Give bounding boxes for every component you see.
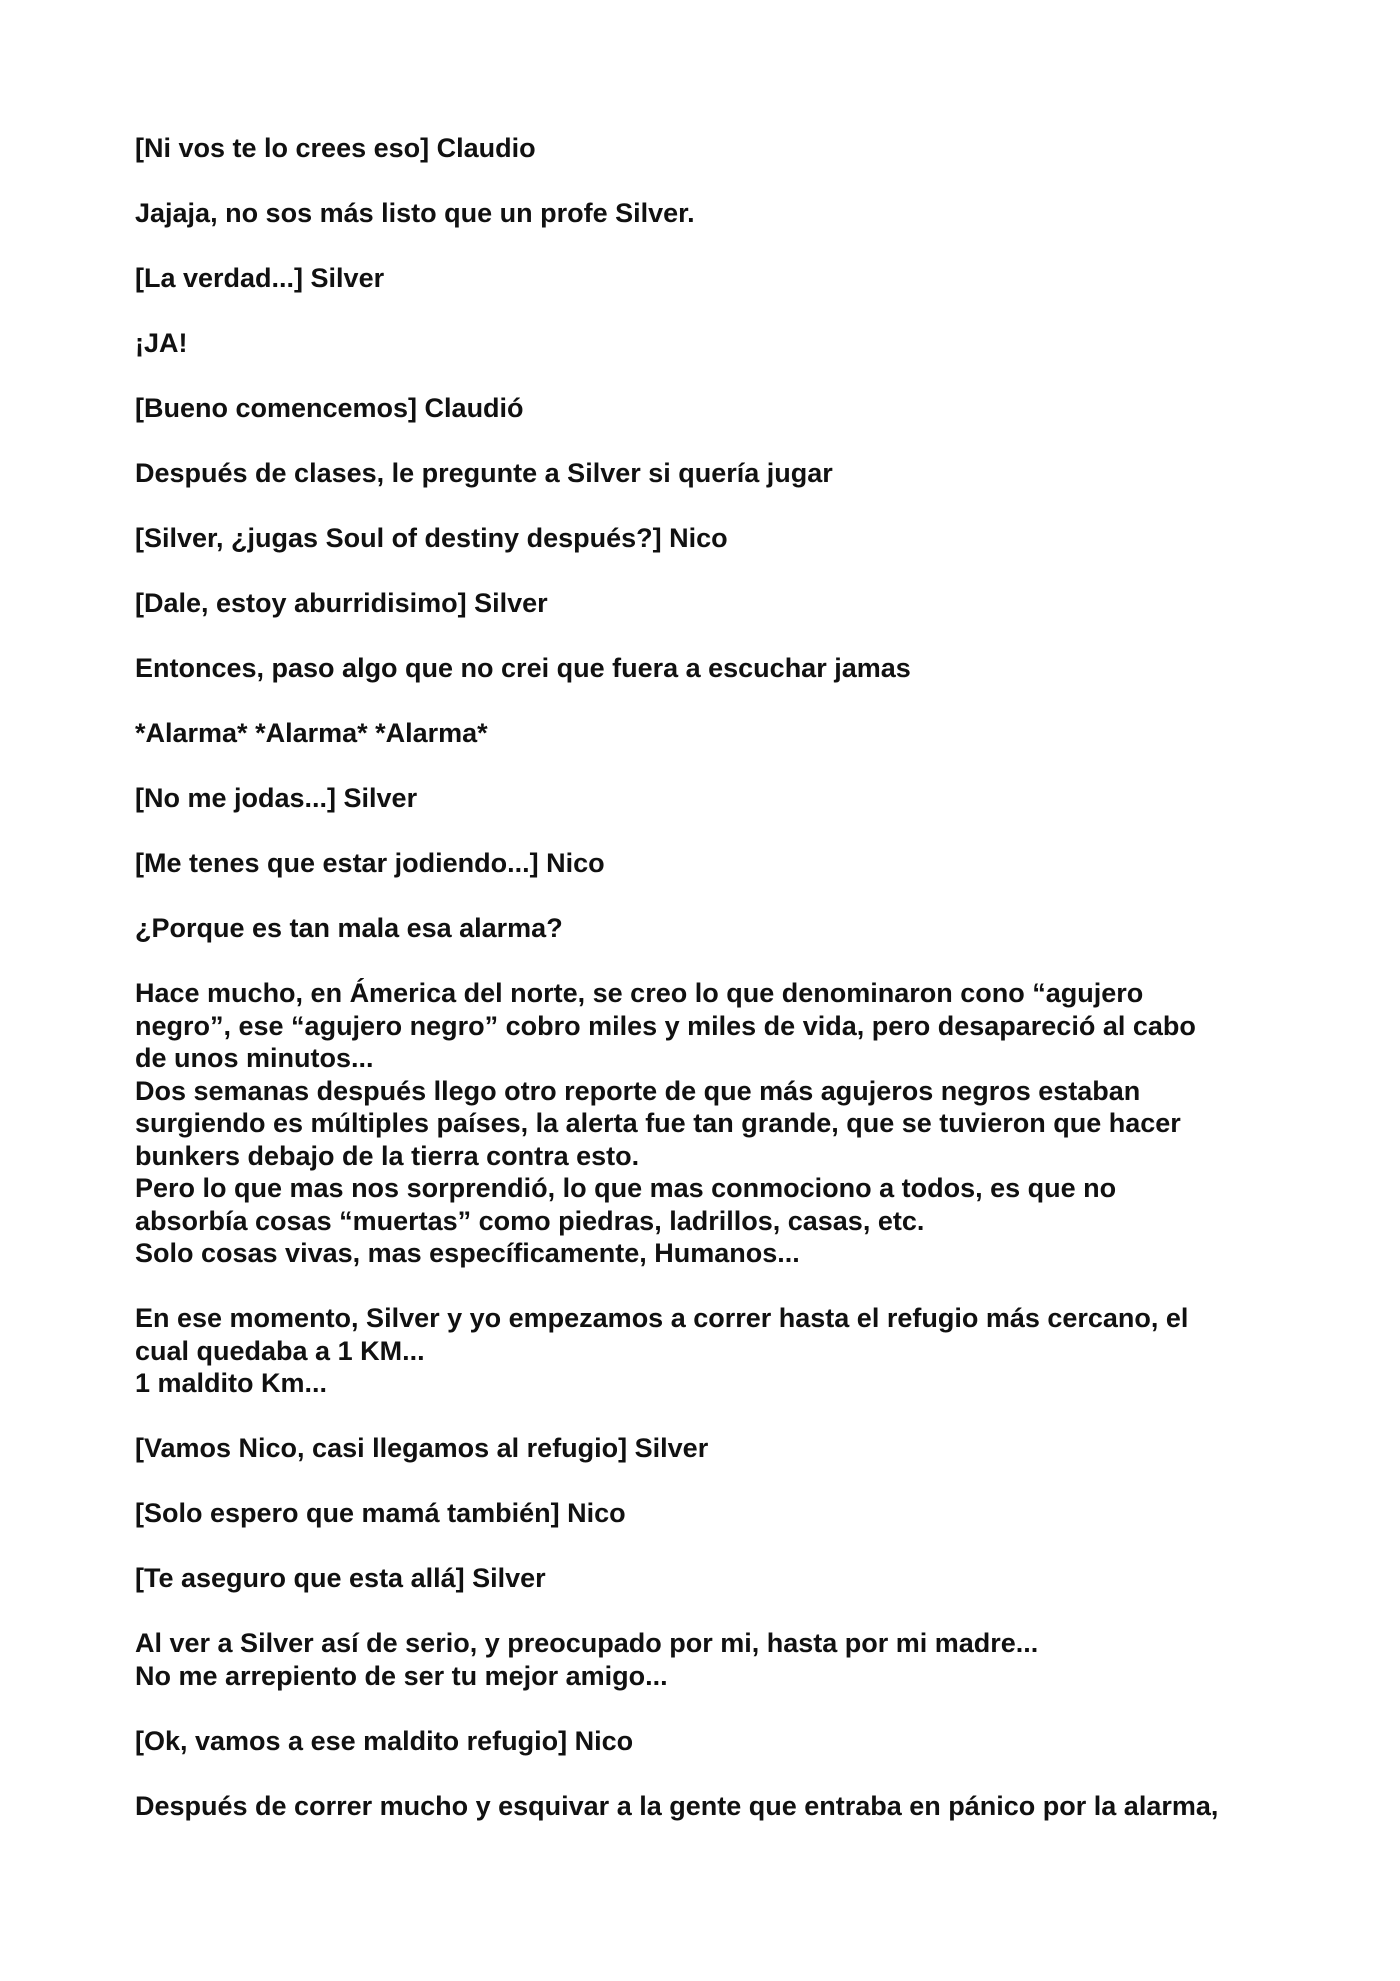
text-line: [Silver, ¿jugas Soul of destiny después?] Nico bbox=[135, 523, 728, 553]
text-line: ¿Porque es tan mala esa alarma? bbox=[135, 913, 563, 943]
text-line: [La verdad...] Silver bbox=[135, 263, 385, 293]
paragraph bbox=[135, 717, 1295, 750]
text-line: Después de clases, le pregunte a Silver si quería jugar bbox=[135, 458, 833, 488]
text-line: En ese momento, Silver y yo empezamos a correr hasta el refugio más cercano, el bbox=[135, 1303, 1189, 1333]
paragraph bbox=[135, 1432, 1295, 1465]
paragraph bbox=[135, 1497, 1295, 1530]
paragraph bbox=[135, 912, 1295, 945]
paragraph bbox=[135, 197, 1295, 230]
paragraph bbox=[135, 392, 1295, 425]
text-line: [Ok, vamos a ese maldito refugio] Nico bbox=[135, 1725, 634, 1756]
paragraph bbox=[135, 262, 1295, 295]
document-body bbox=[135, 132, 1295, 1855]
paragraph bbox=[135, 977, 1295, 1270]
text-line: surgiendo es múltiples países, la alerta fue tan grande, que se tuvieron que hacer bbox=[135, 1108, 1181, 1138]
text-line: ¡JA! bbox=[135, 328, 188, 358]
text-line: de unos minutos... bbox=[135, 1043, 374, 1073]
text-line: Hace mucho, en Ámerica del norte, se creo lo que denominaron cono “agujero bbox=[135, 978, 1144, 1008]
text-line: absorbía cosas “muertas” como piedras, ladrillos, casas, etc. bbox=[135, 1205, 925, 1236]
paragraph bbox=[135, 132, 1295, 165]
paragraph bbox=[135, 1627, 1295, 1692]
paragraph bbox=[135, 522, 1295, 555]
text-line: bunkers debajo de la tierra contra esto. bbox=[135, 1140, 640, 1171]
text-line: *Alarma* *Alarma* *Alarma* bbox=[135, 718, 488, 748]
text-line: [Solo espero que mamá también] Nico bbox=[135, 1498, 626, 1528]
text-line: Pero lo que mas nos sorprendió, lo que mas conmociono a todos, es que no bbox=[135, 1173, 1117, 1203]
paragraph bbox=[135, 652, 1295, 685]
text-line: [No me jodas...] Silver bbox=[135, 783, 418, 813]
paragraph bbox=[135, 1302, 1295, 1400]
text-line: Entonces, paso algo que no crei que fuera a escuchar jamas bbox=[135, 653, 911, 683]
text-line: [Te aseguro que esta allá] Silver bbox=[135, 1563, 546, 1593]
text-line: [Me tenes que estar jodiendo...] Nico bbox=[135, 848, 605, 878]
paragraph bbox=[135, 847, 1295, 880]
text-line: Solo cosas vivas, mas específicamente, Humanos... bbox=[135, 1238, 800, 1268]
text-line: Dos semanas después llego otro reporte de que más agujeros negros estaban bbox=[135, 1075, 1141, 1106]
text-line: Después de correr mucho y esquivar a la gente que entraba en pánico por la alarma, bbox=[135, 1790, 1219, 1821]
paragraph bbox=[135, 1790, 1295, 1823]
paragraph bbox=[135, 327, 1295, 360]
text-line: [Bueno comencemos] Claudió bbox=[135, 393, 524, 423]
paragraph bbox=[135, 587, 1295, 620]
text-line: Jajaja, no sos más listo que un profe Silver. bbox=[135, 198, 695, 228]
text-line: [Vamos Nico, casi llegamos al refugio] Silver bbox=[135, 1433, 709, 1463]
paragraph bbox=[135, 1562, 1295, 1595]
text-line: negro”, ese “agujero negro” cobro miles y miles de vida, pero desapareció al cabo bbox=[135, 1010, 1196, 1041]
text-line: Al ver a Silver así de serio, y preocupado por mi, hasta por mi madre... bbox=[135, 1628, 1039, 1658]
paragraph bbox=[135, 457, 1295, 490]
text-line: [Dale, estoy aburridisimo] Silver bbox=[135, 588, 548, 618]
text-line: [Ni vos te lo crees eso] Claudio bbox=[135, 133, 536, 163]
paragraph bbox=[135, 782, 1295, 815]
text-line: 1 maldito Km... bbox=[135, 1368, 328, 1398]
paragraph bbox=[135, 1725, 1295, 1758]
text-line: No me arrepiento de ser tu mejor amigo... bbox=[135, 1660, 668, 1691]
text-line: cual quedaba a 1 KM... bbox=[135, 1335, 425, 1366]
